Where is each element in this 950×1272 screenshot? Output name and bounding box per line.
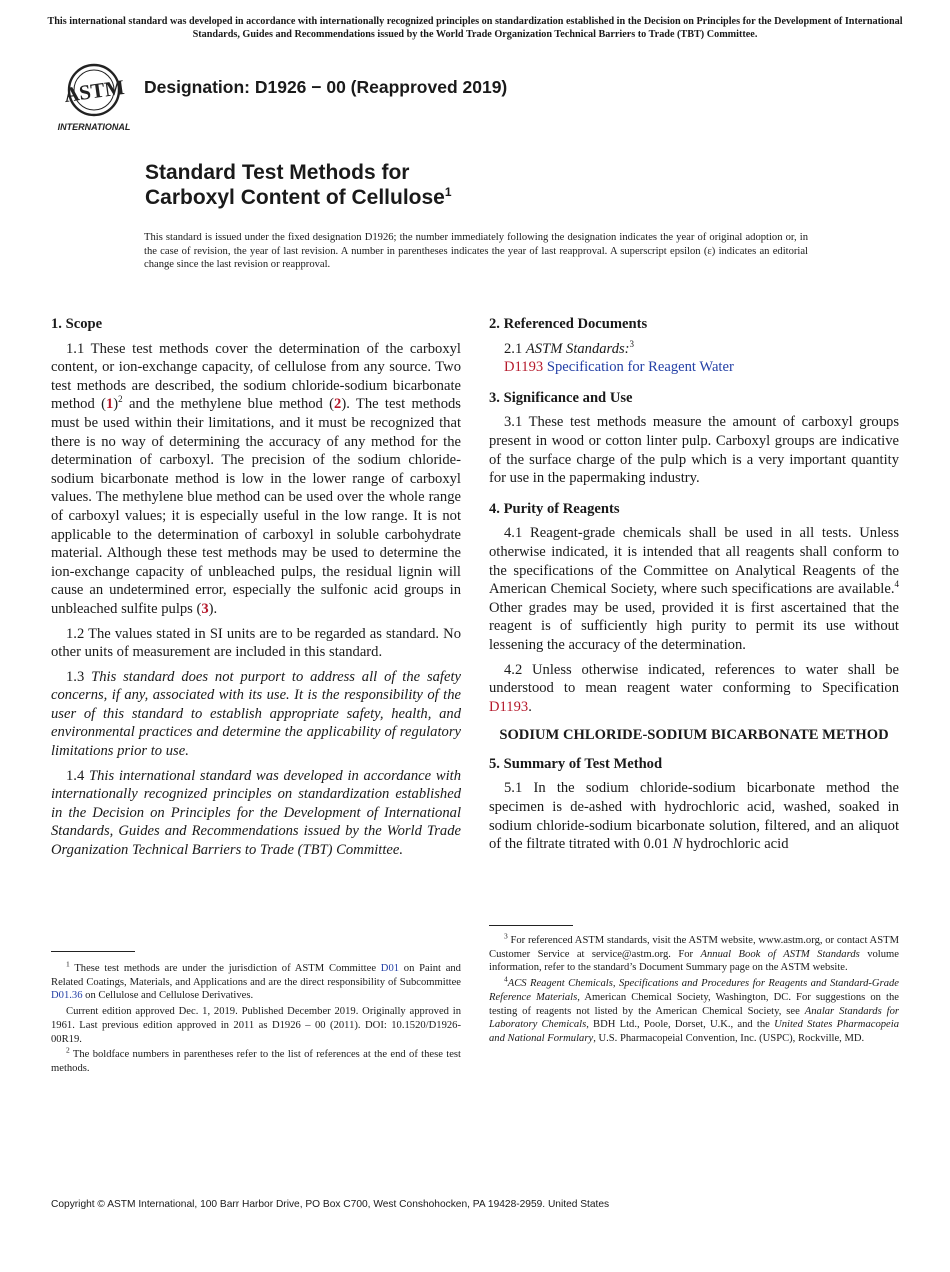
title-line-1: Standard Test Methods for [145,161,410,184]
footnote-rule-left [51,951,135,952]
astm-standards-subheading: 2.1 ASTM Standards:$^3$ [504,338,635,357]
footnotes-right [489,931,900,1048]
standard-notice: This international standard was developed in accordance with internationally recognized principles on standardization established in the Decision on Principles for the Development of International Standards, Guides and Recommendations issued by the World Trade Organization Technical Barriers to Trade (TBT) Committee. [47,16,903,40]
method-heading: SODIUM CHLORIDE-SODIUM BICARBONATE METHOD [499,727,889,744]
title-line-2: Carboxyl Content of Cellulose$^1$ [145,185,452,209]
footnote-1: $^1$ These test methods are under the jurisdiction of ASTM Committee D01 on Paint and Related Coatings, Materials, and Applications and are the direct responsibility of Subcommittee D01.36 on Cellulose and Cellulose Derivatives. [51,959,461,1002]
d1193-title-link[interactable]: Specification for Reagent Water [543,359,734,376]
scope-heading: 1. Scope [51,316,103,332]
reference-link-2[interactable]: 2 [334,396,342,413]
scope-paragraph-1-4: 1.4 This international standard was developed in accordance with internationally recognized principles on standardization established in the Decision on Principles for the Development of International Standards, Guides and Recommendations issued by the World Trade Organization Technical Barriers to Trade (TBT) Committee. [51,767,462,859]
designation: Designation: D1926 − 00 (Reapproved 2019) [144,77,508,97]
committee-link[interactable]: D01 [380,963,400,974]
logo-text: ASTM [62,74,126,108]
copyright-notice: Copyright © ASTM International, 100 Barr Harbor Drive, PO Box C700, West Conshohocken, PA 19428-2959. United States [51,1199,610,1210]
scope-paragraph-1-1: 1.1 These test methods cover the determination of the carboxyl content, or ion-exchange capacity, of cellulose from any source. Two test methods are described, the sodium chloride-sodium bicarbonate method $(1)^2$ and the methylene blue method (2). The test methods must be used within their limitations, and it must be recognized that there is no way of determining the accuracy of any method for the determination of carboxyl. The precision of the sodium chloride-sodium bicarbonate method is low in the lower range of carboxyl values. The methylene blue method can be used over the whole range of carboxyl values; it is especially useful in the low range. It is not applicable to the determination of carboxyl in soluble carbohydrate material. Although these test methods may be used to determine the ion-exchange capacity of unbleached pulps, the residual lignin will cause an undetermined error, especially the sulfonic acid groups in unbleached sulfite pulps (3). [51,340,461,617]
significance-paragraph-3-1: 3.1 These test methods measure the amount of carboxyl groups present in wood or cotton linter pulp. Carboxyl groups are indicative of the surface charge of the pulp which is a very important quantity for use in the papermaking industry. [489,414,899,487]
right-column [489,315,899,860]
summary-heading: 5. Summary of Test Method [489,755,663,772]
scope-paragraph-1-3: 1.3 This standard does not purport to address all of the safety concerns, if any, associated with its use. It is the responsibility of the user of this standard to establish appropriate safety, health, and environmental practices and determine the applicability of regulatory limitations prior to use. [51,668,461,760]
reference-link-3[interactable]: 3 [201,600,209,617]
edition-note: Current edition approved Dec. 1, 2019. Published December 2019. Originally approved in 1961. Last previous edition approved in 2011 as D1926 – 00 (2011). DOI: 10.1520/D1926-00R19. [51,1006,461,1045]
significance-heading: 3. Significance and Use [489,389,633,406]
referenced-standard-d1193 [489,358,899,377]
footnote-4: $^4$ACS Reagent Chemicals, Specifications and Procedures for Reagents and Standard-Grade Reference Materials, American Chemical Society, Washington, DC. For suggestions on the testing of reagents not listed by the American Chemical Society, see Analar Standards for Laboratory Chemicals, BDH Ltd., Poole, Dorset, U.K., and the United States Pharmacopeia and National Formulary, U.S. Pharmacopeial Convention, Inc. (USPC), Rockville, MD. [489,974,900,1044]
scope-paragraph-1-2: 1.2 The values stated in SI units are to be regarded as standard. No other units of measurement are included in this standard. [51,625,461,661]
logo-subtext: INTERNATIONAL [57,122,131,132]
document-title [145,160,452,210]
purity-heading: 4. Purity of Reagents [489,500,620,517]
subcommittee-link[interactable]: D01.36 [51,990,83,1002]
d1193-link-2[interactable]: D1193 [489,698,529,715]
reference-link-1[interactable]: 1 [105,396,114,413]
summary-paragraph-5-1: 5.1 In the sodium chloride-sodium bicarbonate method the specimen is de-ashed with hydrochloric acid, washed, soaked in sodium chloride-sodium bicarbonate solution, filtered, and an aliquot of the filtrate titrated with 0.01 N hydrochloric acid [489,780,899,853]
purity-paragraph-4-2: 4.2 Unless otherwise indicated, references to water shall be understood to mean reagent water conforming to Specification D1193. [489,661,899,715]
title-footnote-mark: 1 [444,185,452,199]
footnote-rule-right [489,925,573,926]
footnote-3: $^3$ For referenced ASTM standards, visit the ASTM website, www.astm.org, or contact ASTM Customer Service at service@astm.org. For Annual Book of ASTM Standards volume information, refer to the standard’s Document Summary page on the ASTM website. [489,931,899,974]
footnote-2: $^2$ The boldface numbers in parentheses refer to the list of references at the end of these test methods. [51,1045,461,1074]
issue-note: This standard is issued under the fixed designation D1926; the number immediately following the designation indicates the year of original adoption or, in the case of revision, the year of last revision. A number in parentheses indicates the year of last reapproval. A superscript epsilon (ε) indicates an editorial change since the last revision or reapproval. [144,232,808,271]
d1193-link[interactable]: D1193 [504,359,544,376]
purity-paragraph-4-1: 4.1 Reagent-grade chemicals shall be used in all tests. Unless otherwise indicated, it is intended that all reagents shall conform to the specifications of the Committee on Analytical Reagents of the American Chemical Society, where such specifications are available.$^4$ Other grades may be used, provided it is first ascertained that the reagent is of sufficiently high purity to permit its use without lessening the accuracy of the determination. [489,525,899,653]
left-column [51,315,461,860]
referenced-documents-heading: 2. Referenced Documents [489,316,648,332]
footnotes-left [51,959,461,1078]
astm-logo [54,58,134,132]
